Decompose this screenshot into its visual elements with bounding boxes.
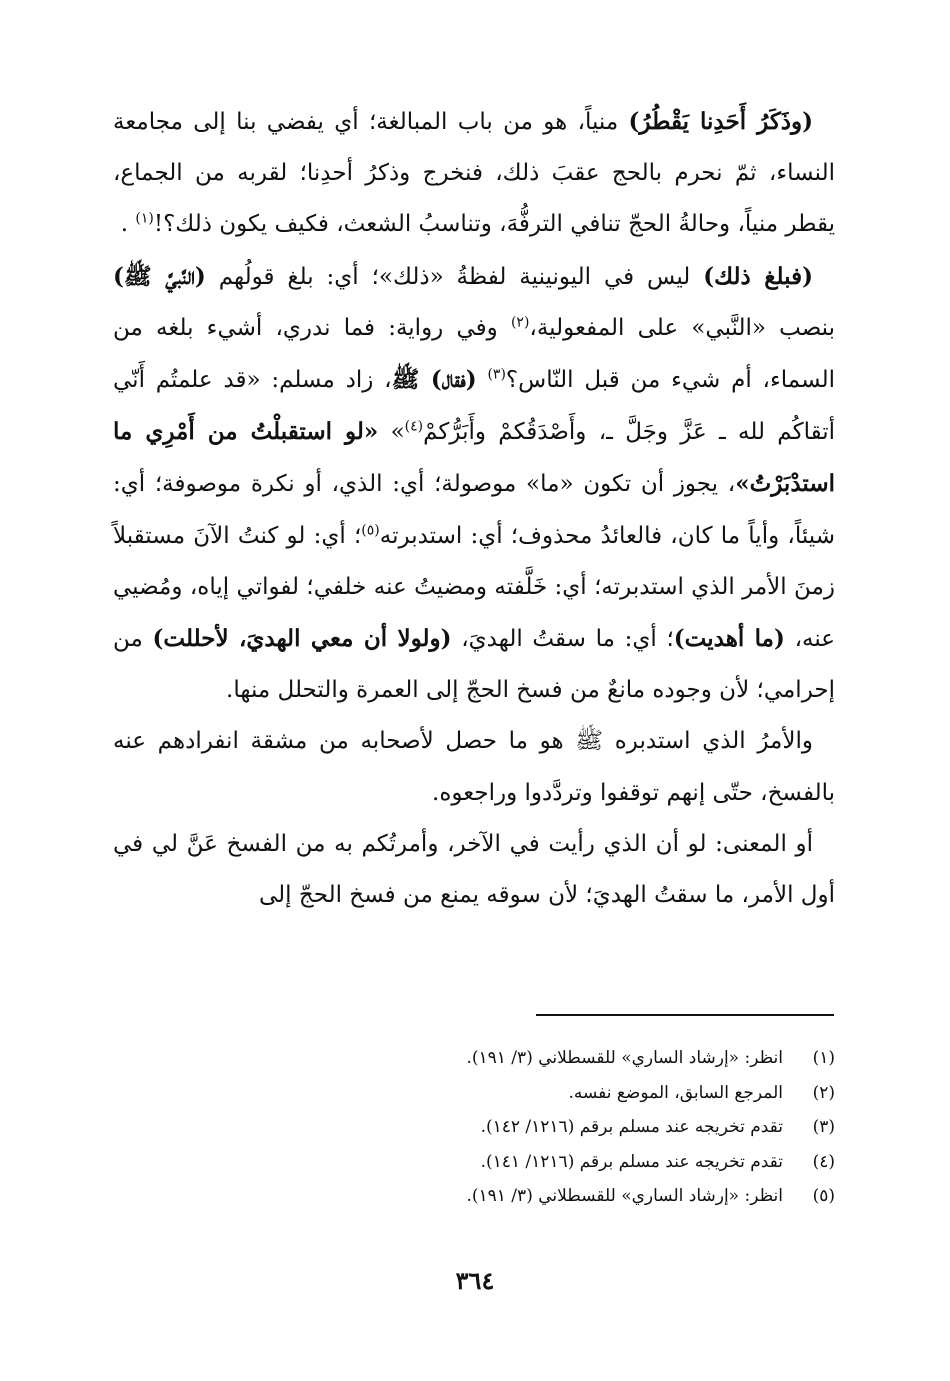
- footnote-item: [113, 1110, 835, 1145]
- footnote-item: [113, 1145, 835, 1180]
- quoted-hadith-phrase: (ما أهديت): [673, 625, 785, 653]
- footnote-item: [113, 1041, 835, 1076]
- footnote-text: المرجع السابق، الموضع نفسه.: [568, 1082, 783, 1103]
- footnote-number: (٤): [812, 1151, 835, 1172]
- footnote-text: تقدم تخريجه عند مسلم برقم (١٢١٦/ ١٤١).: [480, 1151, 783, 1172]
- footnotes: [113, 1041, 835, 1214]
- paragraph-3: والأمرُ الذي استدبره ﷺ هو ما حصل لأصحابه من مشقة انفرادهم عنه بالفسخ، حتّى إنهم توقفوا وتردَّدوا وراجعوه.: [113, 728, 835, 806]
- quoted-hadith-phrase: (النَّبيَّ ﷺ): [113, 262, 206, 290]
- main-text: [113, 96, 835, 921]
- footnote-ref: (١): [135, 210, 154, 227]
- footnote-item: [113, 1076, 835, 1111]
- footnote-text: انظر: «إرشاد الساري» للقسطلاني (٣/ ١٩١).: [466, 1048, 783, 1068]
- paragraph-2: [113, 251, 835, 717]
- footnote-number: (٣): [812, 1117, 835, 1137]
- paragraph-1: [113, 96, 835, 251]
- paragraph-text: ليس في اليونينية لفظةُ «ذلك»؛ أي: بلغ قولُهم: [205, 263, 704, 290]
- paragraph-text: »: [378, 419, 405, 446]
- paragraph-text: وفي رواية: فما ندري، أشيء بلغه من السماء، أم شيء من قبل النّاس؟: [113, 314, 835, 394]
- paragraph-4: أو المعنى: لو أن الذي رأيت في الآخر، وأمرتُكم به من الفسخ عَنَّ لي في أول الأمر، ما سقتُ الهديَ؛ لأن سوقه يمنع من فسخ الحجّ إلى: [113, 830, 835, 909]
- quoted-hadith-phrase: «لو استقبلْتُ من أَمْرِي ما استدْبَرْتُ»: [113, 418, 835, 498]
- quoted-hadith-phrase: (فقال) ﷺ: [391, 366, 477, 394]
- footnote-number: (٥): [812, 1186, 835, 1206]
- paragraph-text: ؛ أي: ما سقتُ الهديَ،: [451, 626, 674, 653]
- footnote-ref: (٢): [510, 314, 530, 331]
- footnote-ref: (٤): [404, 418, 424, 435]
- footnote-ref: (٣): [487, 366, 506, 383]
- paragraph-text: من إحرامي؛ لأن وجوده مانعٌ من فسخ الحجّ إلى العمرة والتحلل منها.: [113, 626, 835, 704]
- paragraph-text: ؛ أي: لو كنتُ الآنَ مستقبلاً زمنَ الأمر الذي استدبرته؛ أي: خَلَّفته ومضيتُ عنه خلفي؛ لفواتي إياه، ومُضيي عنه،: [113, 522, 835, 653]
- footnote-ref: (٥): [361, 521, 380, 538]
- quoted-hadith-phrase: (وذَكَرُ أَحَدِنا يَقْطُرُ): [628, 108, 814, 135]
- footnote-text: تقدم تخريجه عند مسلم برقم (١٢١٦/ ١٤٢).: [480, 1117, 783, 1137]
- page-number: ٣٦٤: [455, 1266, 495, 1295]
- footnote-item: [113, 1179, 835, 1214]
- quoted-hadith-phrase: (فبلغ ذلك): [703, 262, 813, 290]
- footnote-separator: [536, 1014, 834, 1016]
- paragraph-text: ، يجوز أن تكون «ما» موصولة؛ أي: الذي، أو نكرة موصوفة؛ أي: شيئاً، وأياً ما كان، فالعائدُ محذوف؛ أي: استدبرته: [113, 471, 835, 549]
- paragraph-text: بنصب «النَّبي» على المفعولية،: [529, 314, 835, 341]
- quoted-hadith-phrase: (ولولا أن معي الهديَ، لأحللت): [152, 625, 452, 653]
- footnote-number: (١): [812, 1048, 835, 1068]
- footnote-text: انظر: «إرشاد الساري» للقسطلاني (٣/ ١٩١).: [466, 1186, 783, 1206]
- paragraph-text: [477, 367, 488, 393]
- paragraph-text: .: [120, 211, 136, 238]
- paragraph-text: منياً، هو من باب المبالغة؛ أي يفضي بنا إلى مجامعة النساء، ثمّ نحرم بالحج عقبَ ذلك، فنخرج وذكرُ أحدِنا؛ لقربه من الجماع، يقطر منياً، وحالةُ الحجّ تنافي الترفُّهَ، وتناسبُ الشعث، فكيف يكون ذلك؟!: [113, 109, 835, 238]
- footnote-number: (٢): [812, 1082, 835, 1103]
- paragraph-text: ، زاد مسلم: «قد علمتُم أَنّي أتقاكُم لله ـ عَزَّ وجَلَّ ـ، وأَصْدَقُكمْ وأَبَرُّكمْ: [113, 367, 835, 446]
